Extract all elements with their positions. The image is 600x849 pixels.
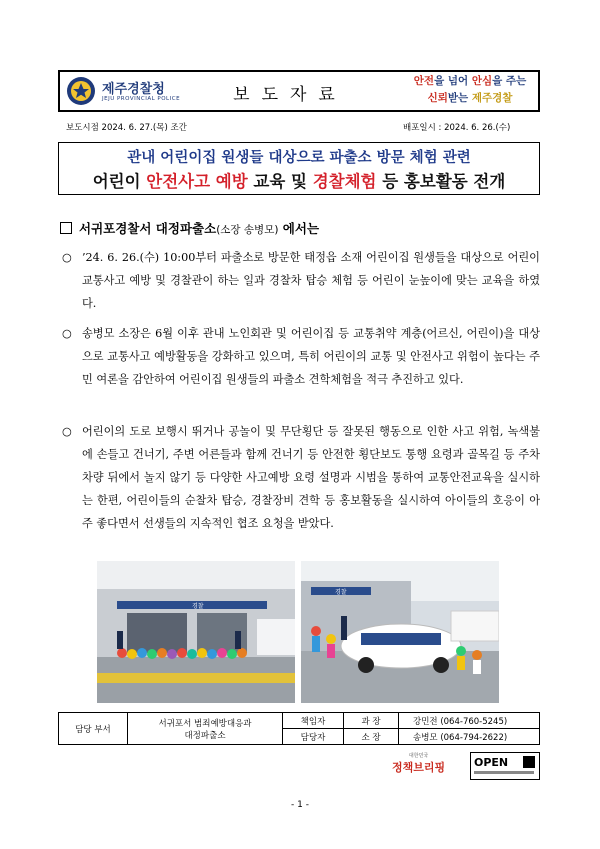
- org-sub: JEJU PROVINCIAL POLICE: [102, 96, 181, 102]
- doc-type: 보도자료: [233, 85, 347, 105]
- person-cell: 송병모 (064-794-2622): [399, 729, 540, 745]
- photo-children-with-patrol-car: [301, 561, 499, 703]
- paragraph-text: 어린이의 도로 보행시 뛰거나 공놀이 및 무단횡단 등 잘못된 행동으로 인한 사고 위험, 녹색불에 손들고 건너기, 주변 어른들과 함께 건너기 등 안전한 횡단보도 통행 요령과 골목길 등 주차차량 뒤에서 놀지 않기 등 다양한 사고예방 요령 설명과 시범을 통하여 교통안전교육을 실시하는 한편, 어린이들의 순찰차 탑승, 경찰장비 견학 등 홍보활동을 실시하여 아이들의 호응이 아주 좋다면서 선생들의 지속적인 협조 요청을 받았다.: [82, 425, 540, 530]
- police-emblem-icon: [66, 76, 96, 106]
- photo-children-at-police-box: [97, 561, 295, 703]
- release-date: 보도시점 2024. 6. 27.(목) 조간: [66, 123, 187, 133]
- bullet-circle-icon: ○: [62, 327, 72, 340]
- distribution-date: 배포일시 : 2024. 6. 26.(수): [403, 123, 511, 133]
- subtitle: 관내 어린이집 원생들 대상으로 파출소 방문 체험 관련: [127, 150, 471, 166]
- checkbox-square-icon: [60, 222, 72, 234]
- position-cell: 소 장: [344, 729, 399, 745]
- paragraph-2: [62, 322, 540, 391]
- bullet-circle-icon: ○: [62, 251, 72, 264]
- page-number: - 1 -: [291, 800, 309, 810]
- section-heading: 서귀포경찰서 대정파출소(소장 송병모) 에서는: [60, 219, 319, 237]
- photo-sign-text: 경찰: [335, 589, 347, 596]
- dept-label: 담당 부서: [59, 713, 128, 745]
- paragraph-1: [62, 246, 540, 315]
- paragraph-text: ’24. 6. 26.(수) 10:00부터 파출소로 방문한 태정읍 소재 어린이집 원생들을 대상으로 어린이 교통사고 예방 및 경찰관이 하는 일과 경찰차 탑승 체험 등 어린이 눈높이에 맞는 교육을 하였다.: [82, 251, 540, 310]
- contact-table: [58, 712, 540, 745]
- slogan: 안전을 넘어 안심을 주는 신뢰받는 제주경찰: [413, 75, 527, 104]
- org-name: 제주경찰청: [102, 82, 165, 97]
- policy-briefing-logo: 대한민국 정책브리핑: [392, 753, 446, 774]
- open-government-logo: OPEN: [470, 752, 540, 780]
- paragraph-text: 송병모 소장은 6월 이후 관내 노인회관 및 어린이집 등 교통취약 계층(어르신, 어린이)을 대상으로 교통사고 예방활동을 강화하고 있으며, 특히 어린이의 교통 및 안전사고 위험이 높다는 주민 여론을 감안하여 어린이집 원생들의 파출소 견학체험을 적극 추진하고 있다.: [82, 327, 540, 386]
- person-cell: 강민전 (064-760-5245): [399, 713, 540, 729]
- paragraph-3: [62, 420, 540, 535]
- main-title: 어린이 안전사고 예방 교육 및 경찰체험 등 홍보활동 전개: [92, 172, 506, 191]
- position-cell: 과 장: [344, 713, 399, 729]
- dept-name: 서귀포서 범죄예방대응과 대정파출소: [128, 713, 283, 745]
- table-row: [59, 713, 540, 729]
- license-strip: [474, 771, 534, 774]
- bullet-circle-icon: ○: [62, 425, 72, 438]
- copyright-type-icon: [523, 756, 535, 768]
- role-cell: 담당자: [283, 729, 344, 745]
- photo-sign-text: 경찰: [192, 603, 204, 610]
- role-cell: 책임자: [283, 713, 344, 729]
